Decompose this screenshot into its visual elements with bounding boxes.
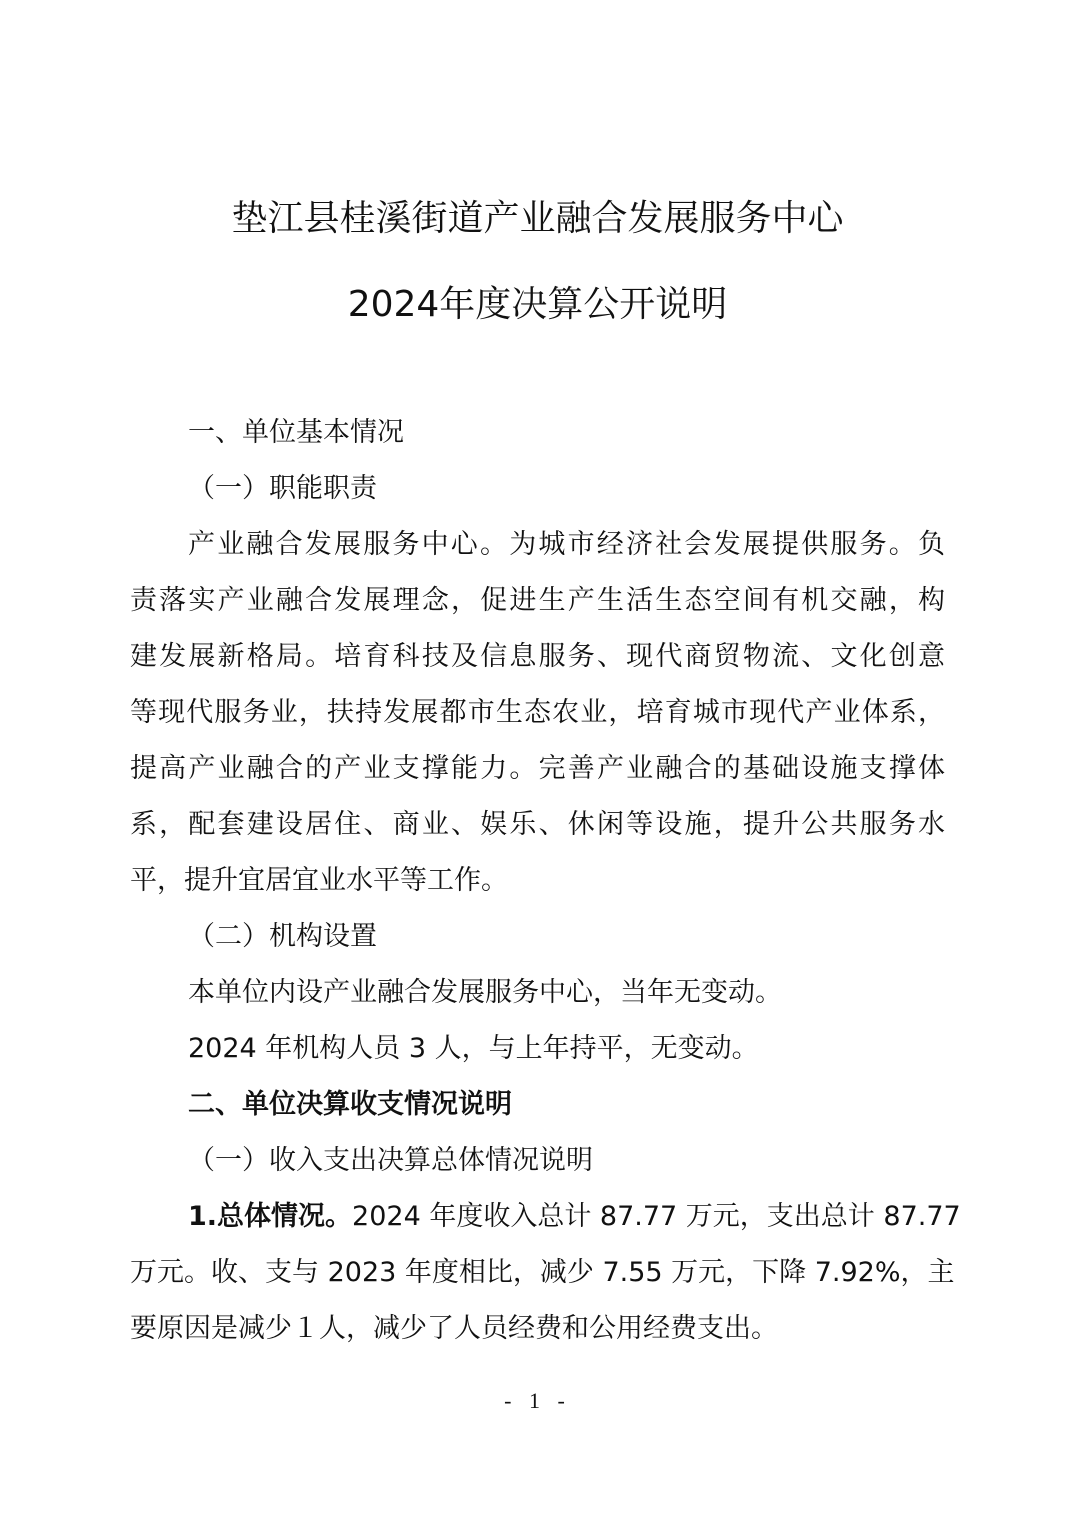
section-1-sub-2-heading: （二）机构设置 (188, 921, 377, 952)
section-1-sub-1-heading: （一）职能职责 (188, 473, 377, 504)
paragraph-line: 2024 年机构人员 3 人，与上年持平，无变动。 (188, 1033, 759, 1064)
document-title-line-1: 垫江县桂溪街道产业融合发展服务中心 (231, 198, 844, 239)
page-number: - 1 - (504, 1388, 571, 1413)
paragraph-line: 责落实产业融合发展理念，促进生产生活生态空间有机交融，构 (130, 585, 945, 616)
paragraph-line: 系，配套建设居住、商业、娱乐、休闲等设施，提升公共服务水 (130, 809, 945, 840)
paragraph-line: 产业融合发展服务中心。为城市经济社会发展提供服务。负 (188, 529, 945, 560)
paragraph-line: 提高产业融合的产业支撑能力。完善产业融合的基础设施支撑体 (130, 753, 945, 784)
overall-paragraph-first-line (188, 1197, 961, 1237)
paragraph-line: 平，提升宜居宜业水平等工作。 (130, 865, 508, 896)
paragraph-line: 要原因是减少１人，减少了人员经费和公用经费支出。 (130, 1313, 778, 1344)
paragraph-line: 2024 年度收入总计 87.77 万元，支出总计 87.77 (352, 1201, 961, 1232)
paragraph-line: 建发展新格局。培育科技及信息服务、现代商贸物流、文化创意 (130, 641, 945, 672)
section-2-sub-1-heading: （一）收入支出决算总体情况说明 (188, 1145, 593, 1176)
paragraph-line: 万元。收、支与 2023 年度相比，减少 7.55 万元，下降 7.92%，主 (130, 1257, 955, 1288)
section-2-heading: 二、单位决算收支情况说明 (188, 1089, 512, 1120)
paragraph-line: 本单位内设产业融合发展服务中心，当年无变动。 (188, 977, 782, 1008)
section-1-heading: 一、单位基本情况 (188, 417, 404, 448)
paragraph-line: 等现代服务业，扶持发展都市生态农业，培育城市现代产业体系， (130, 697, 945, 728)
document-title-line-2: 2024年度决算公开说明 (347, 284, 728, 325)
overall-lead: 1.总体情况。 (188, 1201, 353, 1232)
